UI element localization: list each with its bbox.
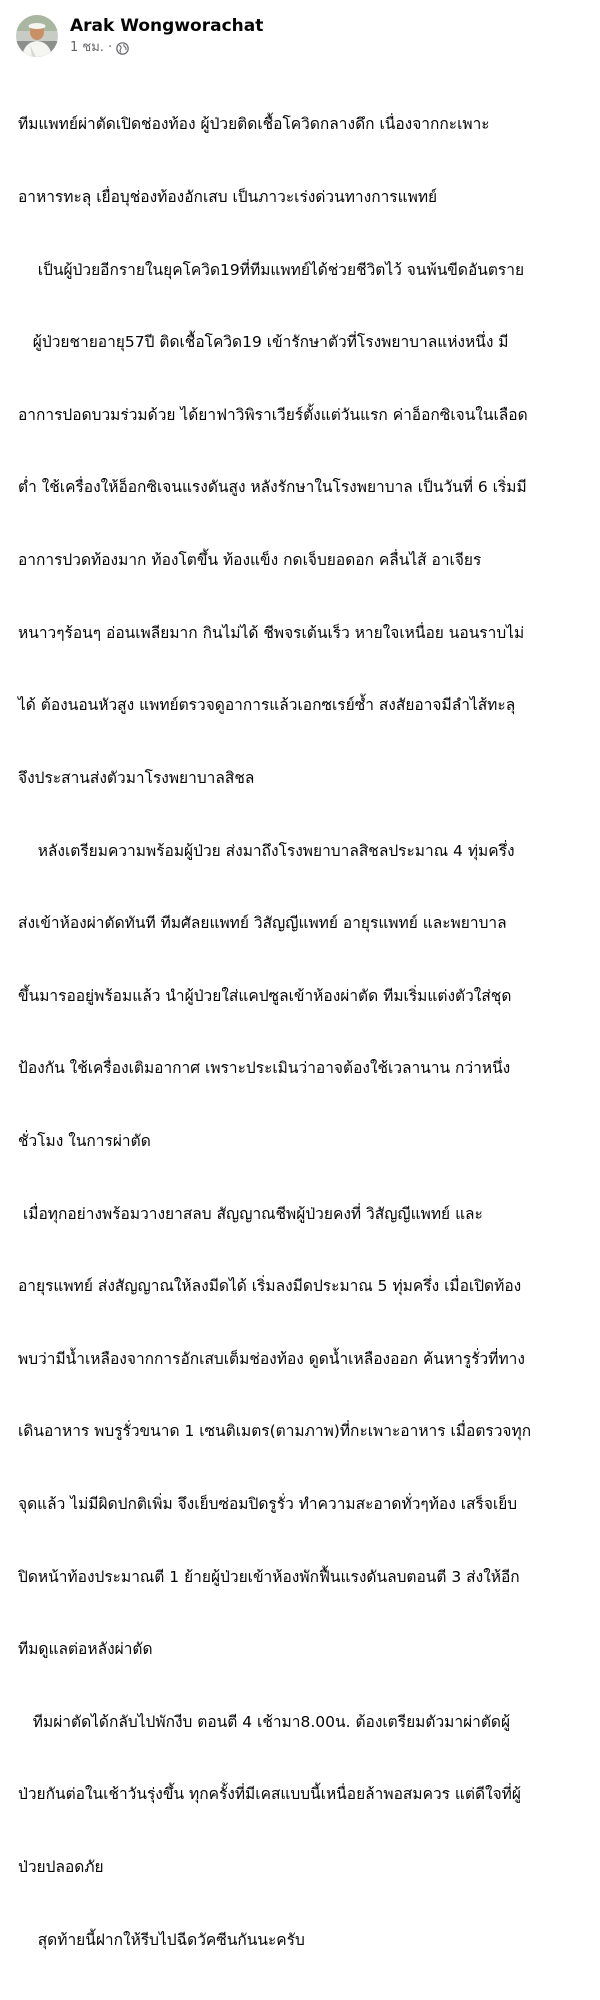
post-text [18,64,584,2000]
post-text-line: ทีมแพทย์ผ่าตัดเปิดช่องท้อง ผู้ป่วยติดเชื้อโควิดกลางดึก เนื่องจากกะเพาะ [18,115,490,134]
post-text-line: อาหารทะลุ เยื่อบุช่องท้องอักเสบ เป็นภาวะเร่งด่วนทางการแพทย์ [18,188,438,207]
post-text-line: อาการปอดบวมร่วมด้วย ได้ยาฟาวิพิราเวียร์ตั้งแต่วันแรก ค่าอ็อกซิเจนในเลือด [18,405,528,424]
post-text-line: ทีมดูแลต่อหลังผ่าตัด [18,1640,153,1659]
avatar-photo-icon [16,15,58,57]
post-text-line: จึงประสานส่งตัวมาโรงพยาบาลสิชล [18,768,255,787]
separator-dot: · [107,40,113,55]
post-text-line: สุดท้ายนี้ฝากให้รีบไปฉีดวัคซีนกันนะครับ [18,1930,305,1949]
post-text-line: จุดแล้ว ไม่มีผิดปกติเพิ่ม จึงเย็บซ่อมปิดรูรั่ว ทำความสะอาดทั่วๆท้อง เสร็จเย็บ [18,1494,518,1513]
post-text-line: ผู้ป่วยชายอายุ57ปี ติดเชื้อโควิด19 เข้ารักษาตัวที่โรงพยาบาลแห่งหนึ่ง มี [18,333,509,352]
post-text-line: ปิดหน้าท้องประมาณตี 1 ย้ายผู้ป่วยเข้าห้องพักฟื้นแรงดันลบตอนตี 3 ส่งให้อีก [18,1567,520,1586]
post-text-line: หนาวๆร้อนๆ อ่อนเพลียมาก กินไม่ได้ ชีพจรเต้นเร็ว หายใจเหนื่อย นอนราบไม่ [18,623,525,642]
post-text-line: เป็นผู้ป่วยอีกรายในยุคโควิด19ที่ทีมแพทย์ได้ช่วยชีวิตไว้ จนพ้นขีดอันตราย [18,260,525,279]
post-text-line: อาการปวดท้องมาก ท้องโตขึ้น ท้องแข็ง กดเจ็บยอดอก คลื่นไส้ อาเจียร [18,551,482,570]
post-text-line: ป่วยกันต่อในเช้าวันรุ่งขึ้น ทุกครั้งที่มีเคสแบบนี้เหนื่อยล้าพอสมควร แต่ดีใจที่ผู้ [18,1785,521,1804]
post-text-line: อายุรแพทย์ ส่งสัญญาณให้ลงมีดได้ เริ่มลงมีดประมาณ 5 ทุ่มครึ่ง เมื่อเปิดท้อง [18,1277,522,1296]
post-text-line: ต่ำ ใช้เครื่องให้อ็อกซิเจนแรงดันสูง หลังรักษาในโรงพยาบาล เป็นวันที่ 6 เริ่มมี [18,478,527,497]
post-header [16,12,584,60]
post-meta [70,15,263,57]
post-text-line: ป่วยปลอดภัย [18,1858,104,1877]
post-text-line: หลังเตรียมความพร้อมผู้ป่วย ส่งมาถึงโรงพยาบาลสิชลประมาณ 4 ทุ่มครึ่ง [18,841,515,860]
author-name[interactable]: Arak Wongworachat [70,16,264,36]
post-text-line: ส่งเข้าห้องผ่าตัดทันที ทีมศัลยแพทย์ วิสัญญีแพทย์ อายุรแพทย์ และพยาบาล [18,914,507,933]
post-text-line: ชั่วโมง ในการผ่าตัด [18,1131,151,1150]
post-text-line: ขึ้นมารออยู่พร้อมแล้ว นำผู้ป่วยใส่แคปซูลเข้าห้องผ่าตัด ทีมเริ่มแต่งตัวใส่ชุด [18,986,512,1005]
post-text-line: ป้องกัน ใช้เครื่องเติมอากาศ เพราะประเมินว่าอาจต้องใช้เวลานาน กว่าหนึ่ง [18,1059,511,1078]
post-body [18,64,584,2000]
post-text-line: ทีมผ่าตัดได้กลับไปพักงีบ ตอนตี 4 เช้ามา8.00น. ต้องเตรียมตัวมาผ่าตัดผู้ [18,1712,511,1731]
globe-icon[interactable] [116,42,129,55]
author-avatar[interactable] [16,15,58,57]
post-subtitle [70,39,263,57]
post-text-line: เดินอาหาร พบรูรั่วขนาด 1 เซนติเมตร(ตามภาพ)ที่กะเพาะอาหาร เมื่อตรวจทุก [18,1422,532,1441]
post-text-line: เมื่อทุกอย่างพร้อมวางยาสลบ สัญญาณชีพผู้ป่วยคงที่ วิสัญญีแพทย์ และ [18,1204,483,1223]
post-text-line: พบว่ามีน้ำเหลืองจากการอักเสบเต็มช่องท้อง ดูดน้ำเหลืองออก ค้นหารูรั่วที่ทาง [18,1349,525,1368]
post-text-line: ได้ ต้องนอนหัวสูง แพทย์ตรวจดูอาการแล้วเอกซเรย์ซ้ำ สงสัยอาจมีลำไส้ทะลุ [18,696,516,715]
post-time[interactable]: 1 ชม. [70,40,104,55]
